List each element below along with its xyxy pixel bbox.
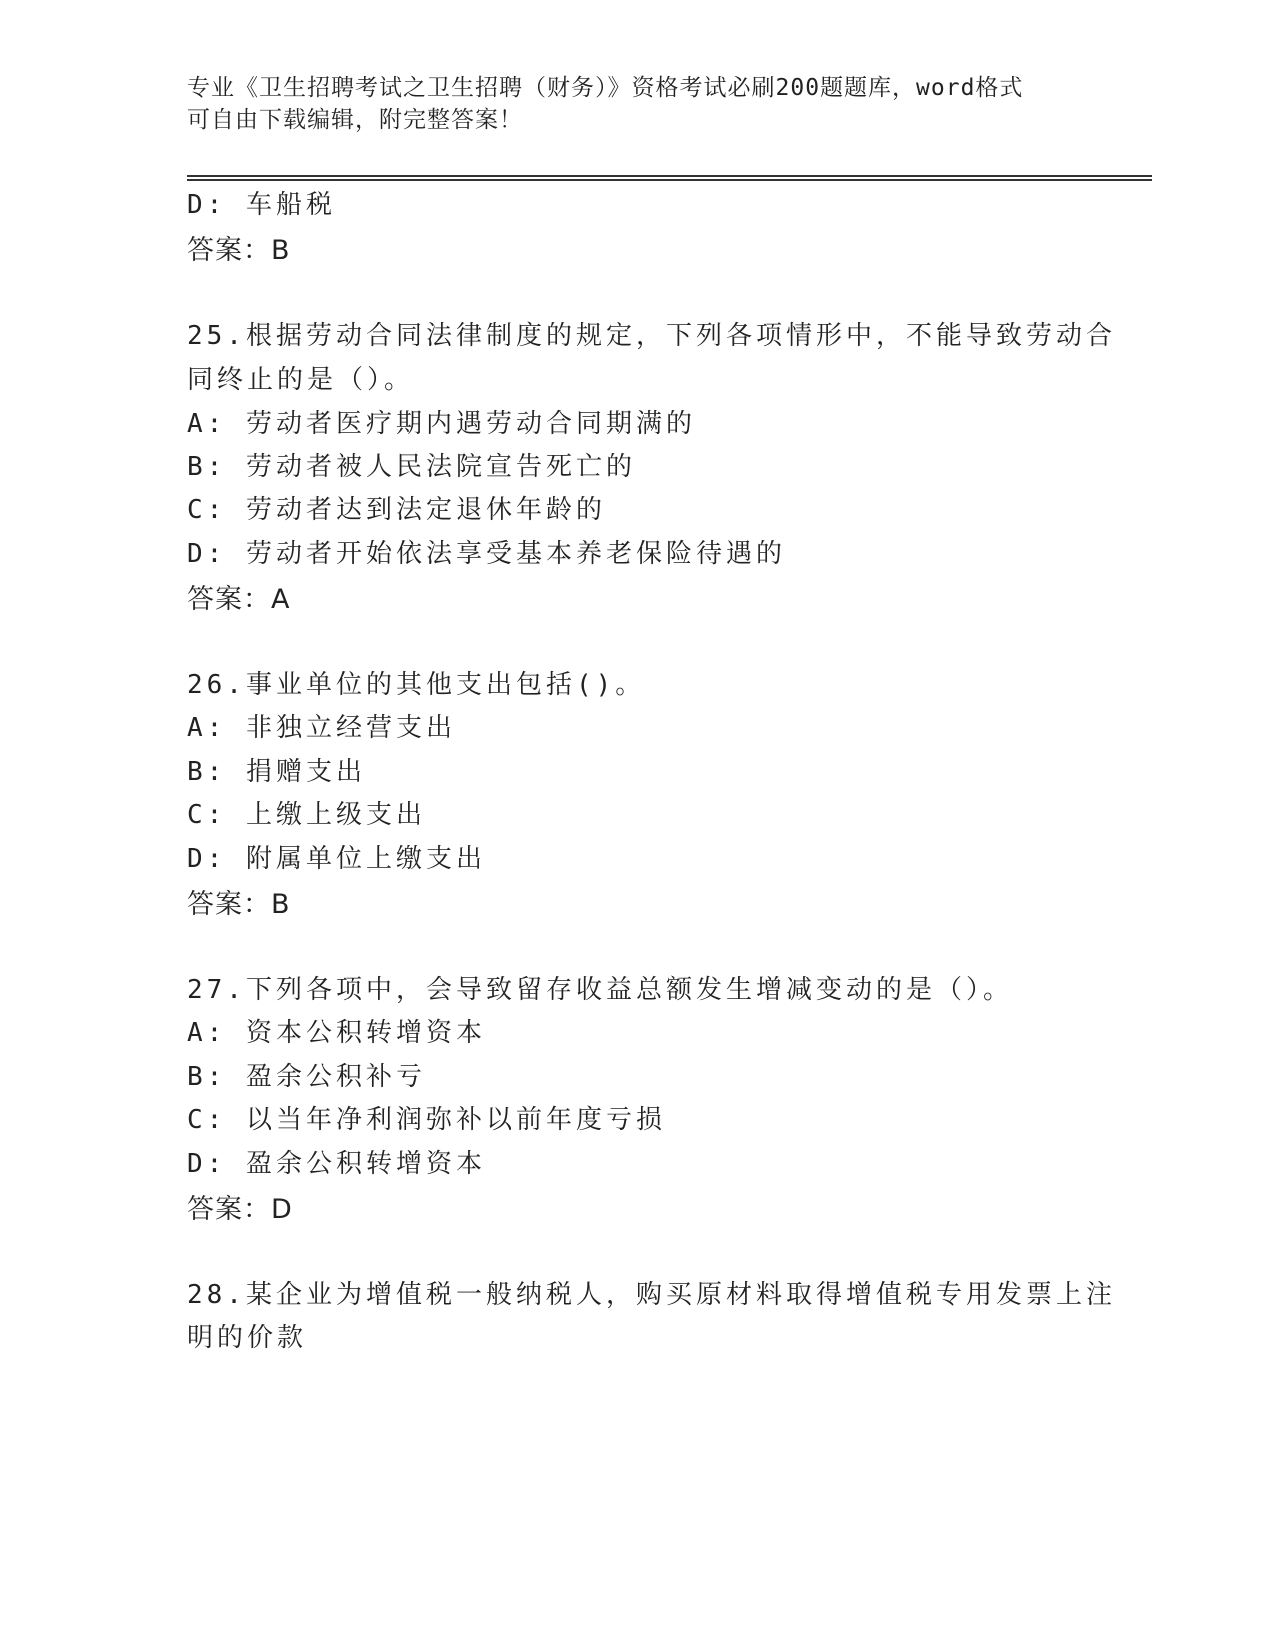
page-header [187, 72, 1067, 136]
q24-answer: 答案：B [187, 235, 291, 266]
q25-option-a: A: 劳动者医疗期内遇劳动合同期满的 [187, 409, 696, 439]
q26-option-b: B: 捐赠支出 [187, 757, 366, 787]
q25-answer: 答案：A [187, 584, 291, 615]
q25-option-b: B: 劳动者被人民法院宣告死亡的 [187, 452, 636, 482]
header-title-line-2: 可自由下载编辑，附完整答案！ [187, 107, 523, 133]
q27-option-b: B: 盈余公积补亏 [187, 1062, 426, 1092]
header-title-line-1: 专业《卫生招聘考试之卫生招聘（财务）》资格考试必刷200题题库，word格式 [187, 75, 1024, 101]
q25-option-c: C: 劳动者达到法定退休年龄的 [187, 495, 606, 525]
q27-option-c: C: 以当年净利润弥补以前年度亏损 [187, 1105, 666, 1135]
q27-stem-line-1: 27.下列各项中，会导致留存收益总额发生增减变动的是（）。 [187, 975, 1013, 1005]
q25-stem-line-1: 25.根据劳动合同法律制度的规定，下列各项情形中，不能导致劳动合 [187, 321, 1116, 351]
q26-stem-line-1: 26.事业单位的其他支出包括()。 [187, 670, 646, 700]
q24-option-d: D: 车船税 [187, 190, 336, 220]
q25-stem-line-2: 同终止的是（）。 [187, 365, 415, 395]
header-divider [187, 175, 1152, 181]
q28-stem-line-1: 28.某企业为增值税一般纳税人，购买原材料取得增值税专用发票上注 [187, 1280, 1116, 1310]
q28-stem-line-2: 明的价款 [187, 1323, 308, 1353]
q26-option-d: D: 附属单位上缴支出 [187, 844, 486, 874]
q25-option-d: D: 劳动者开始依法享受基本养老保险待遇的 [187, 539, 786, 569]
q27-option-a: A: 资本公积转增资本 [187, 1018, 486, 1048]
q27-option-d: D: 盈余公积转增资本 [187, 1149, 486, 1179]
q26-option-a: A: 非独立经营支出 [187, 713, 456, 743]
q26-option-c: C: 上缴上级支出 [187, 800, 426, 830]
q27-answer: 答案：D [187, 1194, 293, 1225]
q26-answer: 答案：B [187, 889, 291, 920]
